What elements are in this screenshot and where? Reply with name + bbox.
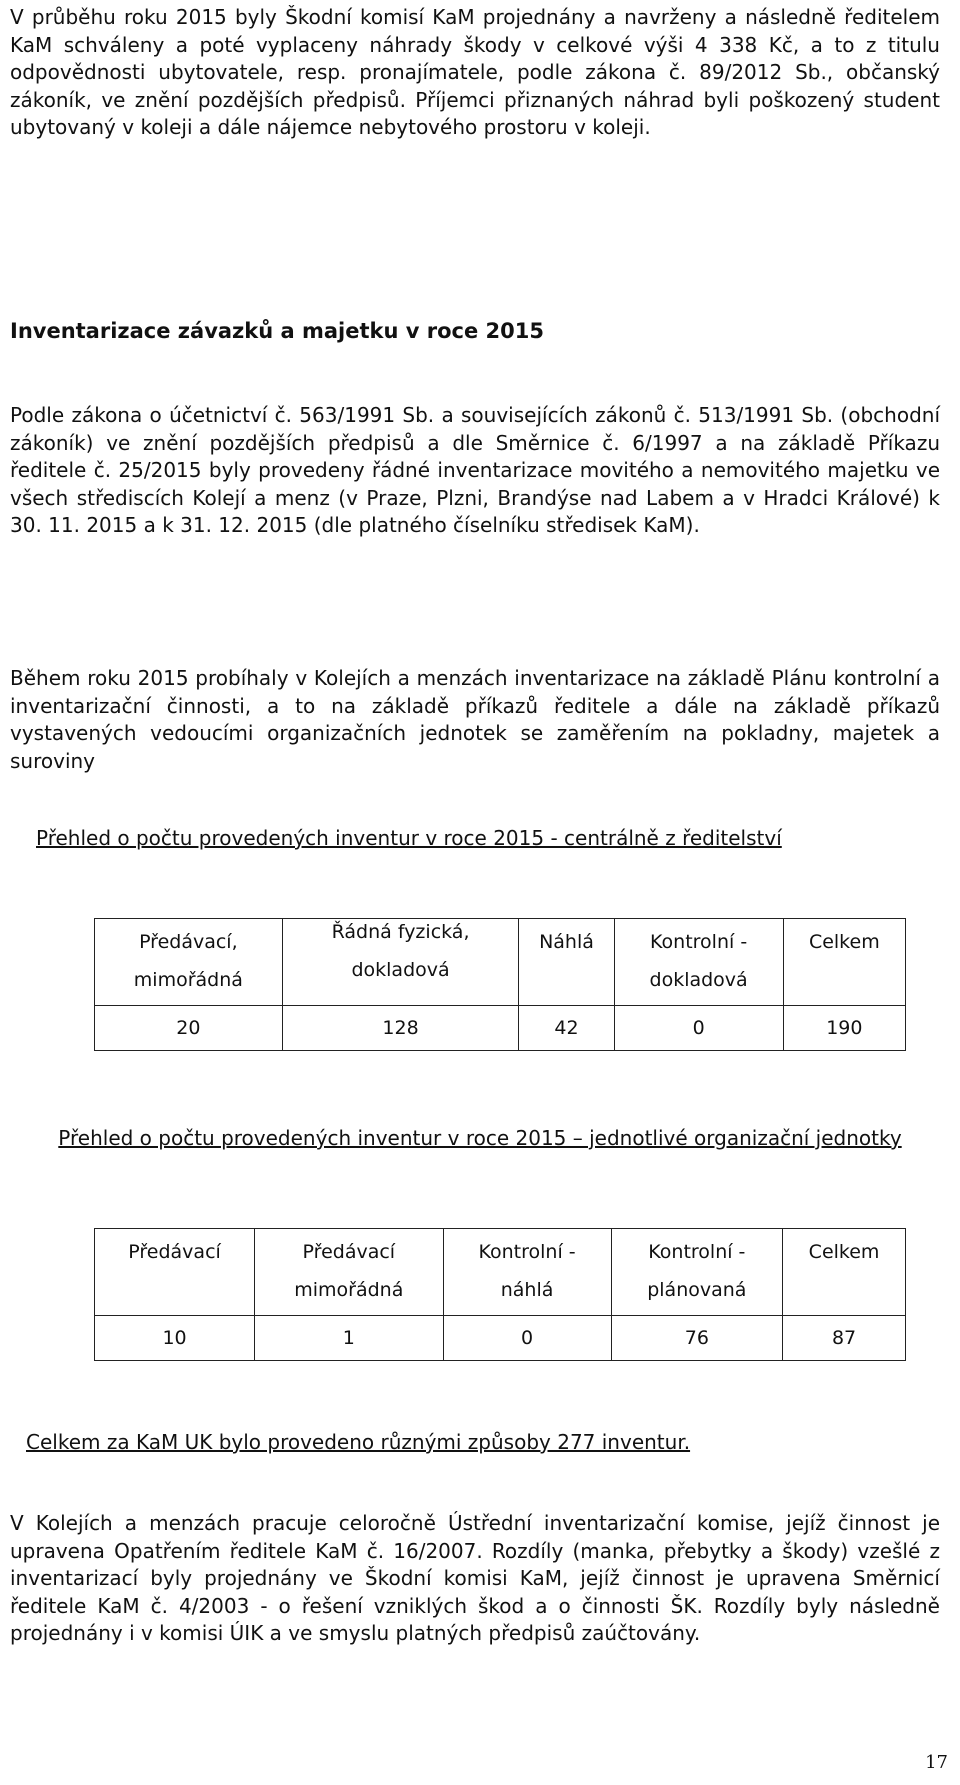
table-row: [95, 1006, 906, 1051]
table-cell: 76: [611, 1316, 783, 1361]
table-header-cell: Kontrolní - plánovaná: [611, 1229, 783, 1316]
table-header-row: [95, 919, 906, 1006]
table-cell: 10: [95, 1316, 255, 1361]
subheading-central-inventories: Přehled o počtu provedených inventur v roce 2015 - centrálně z ředitelství: [36, 826, 782, 850]
table-cell: 128: [282, 1006, 519, 1051]
section-heading-inventory: Inventarizace závazků a majetku v roce 2015: [10, 319, 544, 343]
page-number: 17: [925, 1752, 948, 1773]
table-header-cell: Náhlá: [519, 919, 614, 1006]
table-cell: 0: [614, 1006, 783, 1051]
table-header-cell: Celkem: [783, 1229, 906, 1316]
paragraph-inventory-plan: Během roku 2015 probíhaly v Kolejích a menzách inventarizace na základě Plánu kontrolní a inventarizační činnosti, a to na základě příkazů ředitele a dále na základě příkazů vystavených vedoucími organizačních jednotek se zaměřením na pokladny, majetek a suroviny: [10, 666, 940, 773]
table-unit-inventories: [94, 1228, 906, 1361]
table-cell: 20: [95, 1006, 283, 1051]
table-row: [95, 1316, 906, 1361]
table-cell: 1: [255, 1316, 443, 1361]
table-cell: 42: [519, 1006, 614, 1051]
table-cell: 190: [783, 1006, 905, 1051]
table-header-cell: Předávací, mimořádná: [95, 919, 283, 1006]
table-header-cell: Kontrolní - náhlá: [443, 1229, 611, 1316]
table-header-cell: Celkem: [783, 919, 905, 1006]
table-cell: 87: [783, 1316, 906, 1361]
paragraph-inventory-commission: V Kolejích a menzách pracuje celoročně Ústřední inventarizační komise, jejíž činnost je upravena Opatřením ředitele KaM č. 16/2007. Rozdíly (manka, přebytky a škody) vzešlé z inventarizací byly projednány ve Škodní komisi KaM, jejíž činnost je upravena Směrnicí ředitele KaM č. 4/2003 - o řešení vzniklých škod a o činnosti ŠK. Rozdíly byly následně projednány i v komisi ÚIK a ve smyslu platných předpisů zaúčtovány.: [10, 1511, 940, 1645]
paragraph-damages: V průběhu roku 2015 byly Škodní komisí KaM projednány a navrženy a následně ředitelem KaM schváleny a poté vyplaceny náhrady škody v celkové výši 4 338 Kč, a to z titulu odpovědnosti ubytovatele, resp. pronajímatele, podle zákona č. 89/2012 Sb., občanský zákoník, ve znění pozdějších předpisů. Příjemci přiznaných náhrad byli poškozený student ubytovaný v koleji a dále nájemce nebytového prostoru v koleji.: [10, 5, 940, 139]
table-header-row: [95, 1229, 906, 1316]
table-header-cell: Řádná fyzická, dokladová: [282, 919, 519, 1006]
subheading-total-inventories: Celkem za KaM UK bylo provedeno různými způsoby 277 inventur.: [26, 1430, 691, 1454]
table-header-cell: Předávací mimořádná: [255, 1229, 443, 1316]
table-header-cell: Předávací: [95, 1229, 255, 1316]
table-cell: 0: [443, 1316, 611, 1361]
table-header-cell: Kontrolní - dokladová: [614, 919, 783, 1006]
table-central-inventories: [94, 918, 906, 1051]
paragraph-inventory-law: Podle zákona o účetnictví č. 563/1991 Sb. a souvisejících zákonů č. 513/1991 Sb. (obchodní zákoník) ve znění pozdějších předpisů a dle Směrnice č. 6/1997 a na základě Příkazu ředitele č. 25/2015 byly provedeny řádné inventarizace movitého a nemovitého majetku ve všech střediscích Kolejí a menz (v Praze, Plzni, Brandýse nad Labem a v Hradci Králové) k 30. 11. 2015 a k 31. 12. 2015 (dle platného číselníku středisek KaM).: [10, 403, 940, 537]
subheading-unit-inventories: Přehled o počtu provedených inventur v roce 2015 – jednotlivé organizační jednotky: [58, 1126, 902, 1150]
